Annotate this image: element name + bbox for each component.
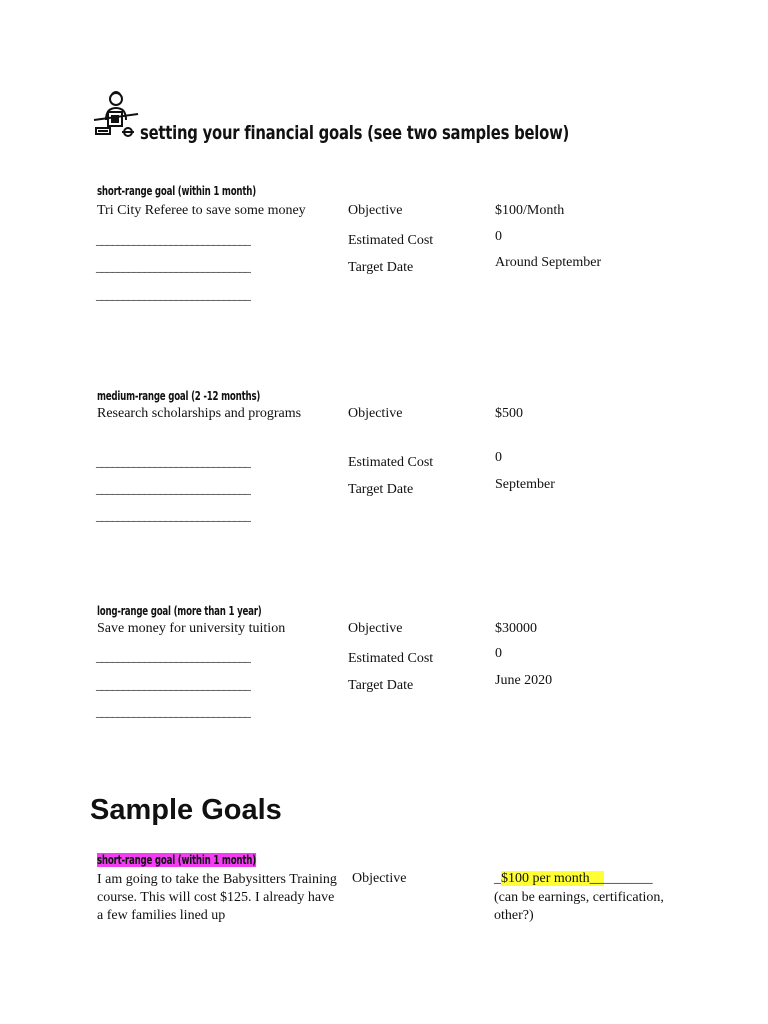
long-range-objective-value: $30000: [495, 621, 537, 636]
short-range-cost-value: 0: [495, 229, 502, 244]
medium-range-goal-description: Research scholarships and programs: [97, 406, 302, 421]
medium-range-objective-label: Objective: [348, 406, 403, 421]
long-range-cost-label: Estimated Cost: [348, 651, 434, 666]
short-range-cost-label: Estimated Cost: [348, 233, 434, 248]
medium-range-blank-line: _____________________________: [96, 481, 250, 496]
long-range-blank-line: _____________________________: [96, 649, 250, 664]
yellow-highlight: $100 per month__: [501, 871, 604, 886]
sample-objective-value: [494, 871, 653, 887]
short-range-date-value: Around September: [495, 255, 602, 270]
sample-objective-note: (can be earnings, certification, other?): [494, 890, 664, 923]
medium-range-blank-line: _____________________________: [96, 454, 250, 469]
short-range-goal-label: short-range goal (within 1 month): [97, 184, 256, 198]
medium-range-cost-label: Estimated Cost: [348, 455, 434, 470]
sample-goals-heading: Sample Goals: [90, 794, 282, 826]
sample-objective-label: Objective: [352, 871, 407, 886]
long-range-date-label: Target Date: [348, 678, 414, 693]
short-range-blank-line: _____________________________: [96, 259, 250, 274]
long-range-blank-line: _____________________________: [96, 704, 250, 719]
long-range-blank-line: _____________________________: [96, 677, 250, 692]
long-range-objective-label: Objective: [348, 621, 403, 636]
medium-range-objective-value: $500: [495, 406, 523, 421]
sample-objective-prefix: _: [494, 871, 501, 886]
medium-range-goal-label: medium-range goal (2 -12 months): [97, 389, 261, 403]
long-range-cost-value: 0: [495, 646, 502, 661]
medium-range-blank-line: _____________________________: [96, 508, 250, 523]
short-range-blank-line: _____________________________: [96, 232, 250, 247]
sample-short-range-goal-label: [97, 853, 256, 867]
pink-highlight: short-range goal (within 1 month): [97, 853, 256, 867]
short-range-goal-description: Tri City Referee to save some money: [97, 203, 306, 218]
sample-goal-description: I am going to take the Babysitters Training course. This will cost $125. I already have a few families lined up: [97, 872, 337, 923]
medium-range-date-label: Target Date: [348, 482, 414, 497]
long-range-date-value: June 2020: [495, 673, 553, 688]
short-range-objective-value: $100/Month: [495, 203, 565, 218]
medium-range-cost-value: 0: [495, 450, 502, 465]
page-title: setting your financial goals (see two samples below): [140, 122, 570, 144]
long-range-goal-label: long-range goal (more than 1 year): [97, 604, 262, 618]
short-range-blank-line: _____________________________: [96, 287, 250, 302]
long-range-goal-description: Save money for university tuition: [97, 621, 286, 636]
short-range-date-label: Target Date: [348, 260, 414, 275]
sample-objective-suffix: _______: [603, 871, 653, 886]
short-range-objective-label: Objective: [348, 203, 403, 218]
medium-range-date-value: September: [495, 477, 555, 492]
person-at-computer-icon: [92, 90, 140, 142]
